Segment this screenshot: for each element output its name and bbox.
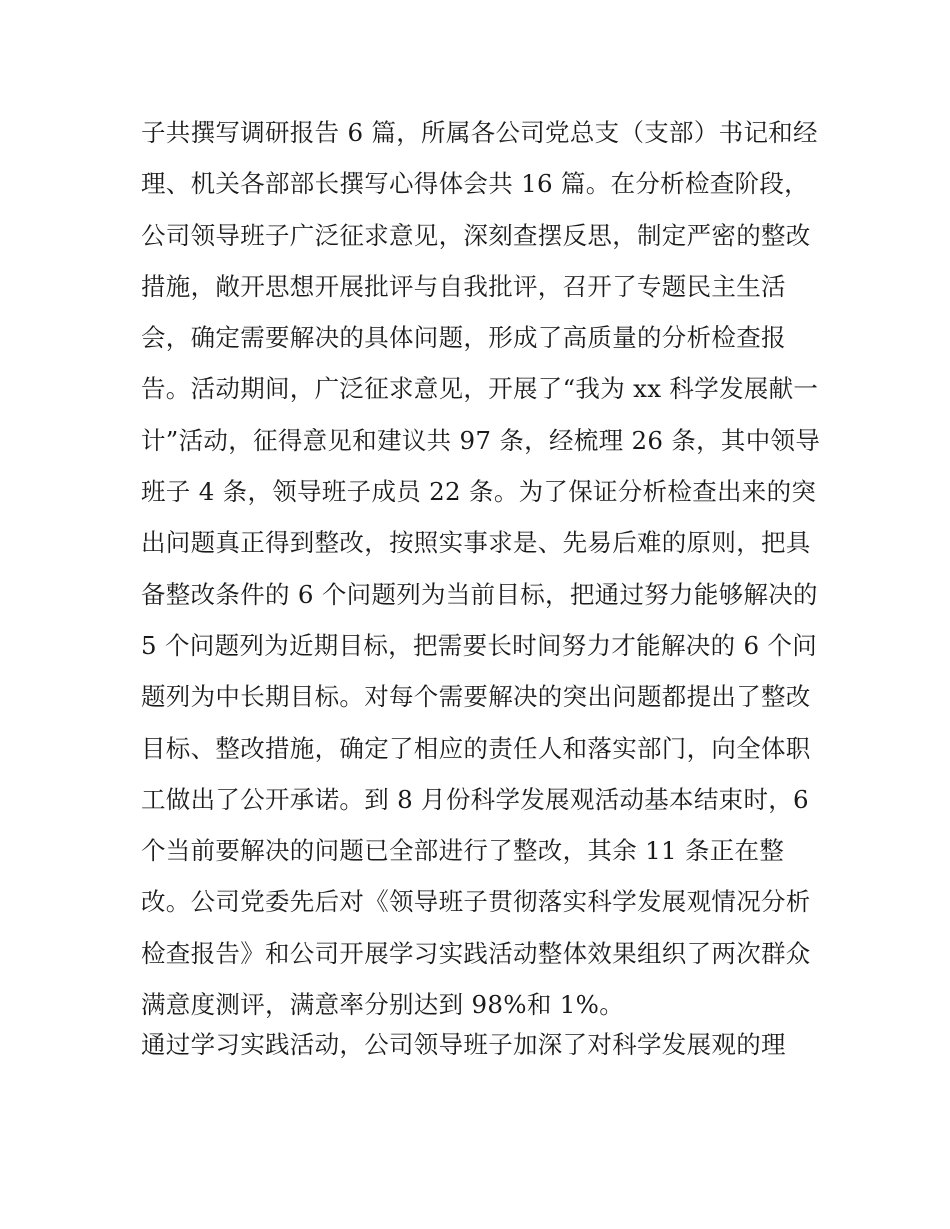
text-line: 公司领导班子广泛征求意见，深刻查摆反思，制定严密的整改 (141, 220, 811, 250)
text-line: 会，确定需要解决的具体问题，形成了高质量的分析检查报 (141, 323, 786, 353)
paragraph-1 (141, 107, 821, 1030)
text-line: 题列为中长期目标。对每个需要解决的突出问题都提出了整改 (141, 682, 811, 712)
text-line: 班子 4 条，领导班子成员 22 条。为了保证分析检查出来的突 (141, 477, 817, 507)
text-line: 出问题真正得到整改，按照实事求是、先易后难的原则，把具 (141, 528, 811, 558)
text-line: 计”活动，征得意见和建议共 97 条，经梳理 26 条，其中领导 (141, 425, 821, 455)
text-line: 目标、整改措施，确定了相应的责任人和落实部门，向全体职 (141, 733, 811, 763)
text-line: 个当前要解决的问题已全部进行了整改，其余 11 条正在整 (141, 836, 785, 866)
text-line: 检查报告》和公司开展学习实践活动整体效果组织了两次群众 (141, 938, 811, 968)
text-line: 工做出了公开承诺。到 8 月份科学发展观活动基本结束时，6 (141, 784, 809, 814)
text-line: 告。活动期间，广泛征求意见，开展了“我为 xx 科学发展献一 (141, 374, 819, 404)
text-line: 理、机关各部部长撰写心得体会共 16 篇。在分析检查阶段， (141, 169, 809, 199)
text-line: 子共撰写调研报告 6 篇，所属各公司党总支（支部）书记和经 (141, 118, 818, 147)
text-line: 备整改条件的 6 个问题列为当前目标，把通过努力能够解决的 (141, 579, 818, 609)
text-line: 满意度测评，满意率分别达到 98%和 1%。 (141, 990, 624, 1020)
text-line: 措施，敞开思想开展批评与自我批评，召开了专题民主生活 (141, 271, 786, 301)
text-line: 改。公司党委先后对《领导班子贯彻落实科学发展观情况分析 (141, 887, 811, 917)
text-line: 通过学习实践活动，公司领导班子加深了对科学发展观的理 (141, 1030, 786, 1059)
text-line: 5 个问题列为近期目标，把需要长时间努力才能解决的 6 个问 (141, 630, 818, 660)
paragraph-2 (141, 1019, 821, 1070)
